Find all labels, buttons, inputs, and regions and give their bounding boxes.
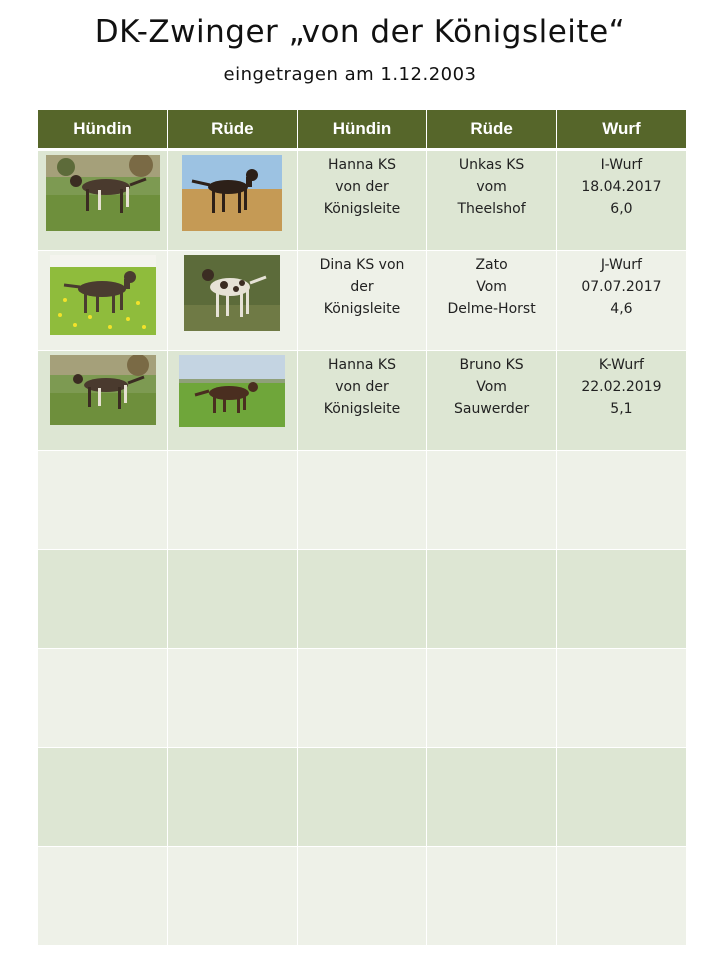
- dog-photo-hanna: [46, 155, 160, 231]
- huendin-name-cell: [297, 251, 427, 351]
- page-title: DK-Zwinger „von der Königsleite“: [94, 14, 626, 50]
- huendin-name-line: von der: [335, 379, 389, 395]
- ruede-name-line: Theelshof: [457, 201, 526, 217]
- empty-cell: [38, 847, 168, 946]
- ruede-name-line: Vom: [476, 279, 507, 295]
- huendin-name-line: Königsleite: [323, 301, 401, 317]
- huendin-name-line: der: [350, 279, 374, 295]
- empty-cell: [427, 847, 557, 946]
- empty-cell: [297, 847, 427, 946]
- empty-table-row: [38, 847, 686, 946]
- huendin-name-line: Hanna KS: [328, 157, 396, 173]
- wurf-label: I-Wurf: [600, 157, 643, 173]
- page-subtitle: eingetragen am 1.12.2003: [223, 64, 477, 85]
- huendin-photo-cell: [38, 351, 168, 451]
- empty-cell: [168, 550, 298, 649]
- ruede-photo-cell: [168, 351, 298, 451]
- column-header-ruede-photo: Rüde: [168, 110, 298, 150]
- huendin-name-line: von der: [335, 179, 389, 195]
- empty-table-row: [38, 649, 686, 748]
- wurf-count: 6,0: [610, 201, 633, 217]
- dog-photo-dina: [50, 255, 156, 335]
- empty-cell: [168, 748, 298, 847]
- column-header-huendin-name: Hündin: [297, 110, 427, 150]
- ruede-name-cell: [427, 251, 557, 351]
- wurf-date: 22.02.2019: [581, 379, 662, 395]
- wurf-cell: [556, 150, 686, 251]
- empty-cell: [427, 451, 557, 550]
- ruede-name-line: Sauwerder: [453, 401, 530, 417]
- ruede-photo-cell: [168, 150, 298, 251]
- empty-cell: [297, 649, 427, 748]
- wurf-date: 07.07.2017: [581, 279, 662, 295]
- wurf-date: 18.04.2017: [581, 179, 662, 195]
- empty-cell: [168, 847, 298, 946]
- empty-cell: [38, 748, 168, 847]
- wurf-count: 5,1: [610, 401, 633, 417]
- wurf-label: J-Wurf: [600, 257, 642, 273]
- ruede-name-line: Delme-Horst: [447, 301, 536, 317]
- huendin-photo-cell: [38, 150, 168, 251]
- empty-cell: [556, 748, 686, 847]
- table-row: [38, 251, 686, 351]
- ruede-name-cell: [427, 351, 557, 451]
- empty-cell: [427, 649, 557, 748]
- empty-cell: [168, 649, 298, 748]
- dog-photo-zato: [184, 255, 280, 331]
- dog-photo-bruno: [179, 355, 285, 427]
- empty-cell: [297, 748, 427, 847]
- huendin-name-cell: [297, 351, 427, 451]
- empty-table-row: [38, 748, 686, 847]
- dog-photo-hanna: [50, 355, 156, 425]
- wurf-count: 4,6: [610, 301, 633, 317]
- ruede-name-line: Bruno KS: [459, 357, 524, 373]
- column-header-huendin-photo: Hündin: [38, 110, 168, 150]
- empty-table-row: [38, 451, 686, 550]
- ruede-name-line: Zato: [475, 257, 508, 273]
- column-header-wurf: Wurf: [556, 110, 686, 150]
- ruede-name-line: Vom: [476, 379, 507, 395]
- huendin-name-cell: [297, 150, 427, 251]
- empty-cell: [297, 550, 427, 649]
- huendin-name-line: Hanna KS: [328, 357, 396, 373]
- ruede-name-cell: [427, 150, 557, 251]
- dog-photo-unkas: [182, 155, 282, 231]
- huendin-photo-cell: [38, 251, 168, 351]
- empty-cell: [556, 451, 686, 550]
- empty-cell: [38, 451, 168, 550]
- empty-cell: [556, 649, 686, 748]
- empty-table-row: [38, 550, 686, 649]
- table-row: [38, 351, 686, 451]
- empty-cell: [297, 451, 427, 550]
- empty-cell: [556, 847, 686, 946]
- table-header-row: [38, 110, 686, 150]
- wurf-cell: [556, 251, 686, 351]
- litter-table: [38, 110, 686, 946]
- ruede-name-line: vom: [476, 179, 507, 195]
- ruede-photo-cell: [168, 251, 298, 351]
- column-header-ruede-name: Rüde: [427, 110, 557, 150]
- ruede-name-line: Unkas KS: [458, 157, 525, 173]
- empty-cell: [427, 550, 557, 649]
- huendin-name-line: Dina KS von: [319, 257, 405, 273]
- huendin-name-line: Königsleite: [323, 401, 401, 417]
- wurf-cell: [556, 351, 686, 451]
- empty-cell: [38, 649, 168, 748]
- empty-cell: [556, 550, 686, 649]
- table-row: [38, 150, 686, 251]
- huendin-name-line: Königsleite: [323, 201, 401, 217]
- empty-cell: [427, 748, 557, 847]
- empty-cell: [38, 550, 168, 649]
- empty-cell: [168, 451, 298, 550]
- wurf-label: K-Wurf: [598, 357, 644, 373]
